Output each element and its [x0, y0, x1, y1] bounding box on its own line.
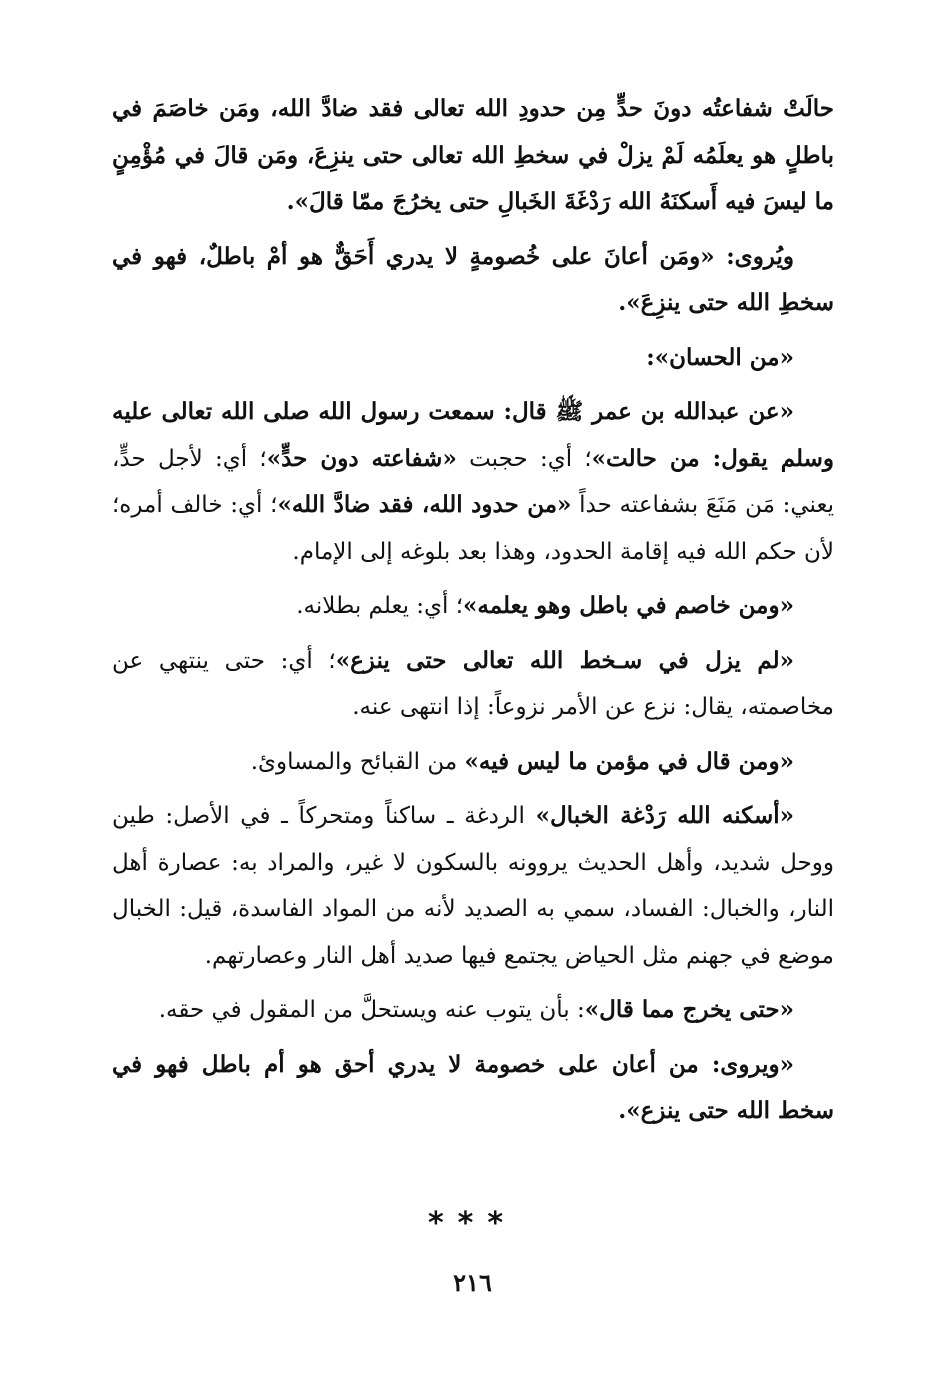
quote-text: «من حدود الله، فقد ضادَّ الله» — [277, 491, 572, 518]
paragraph-2 — [112, 234, 834, 327]
paragraph-5 — [112, 583, 834, 630]
hadith-continuation-text: حالَتْ شفاعتُه دونَ حدٍّ مِن حدودِ الله تعالى فقد ضادَّ الله، ومَن خاصَمَ في باطلٍ هو يعلَمُه لَمْ يزلْ في سخطِ الله تعالى حتى ينزِعَ، ومَن قالَ في مُؤْمِنٍ ما ليسَ فيه أَسكنَهُ الله رَدْغَةَ الخَبالِ حتى يخرُجَ ممّا قالَ». — [112, 95, 834, 215]
quote-text: «شفاعته دون حدٍّ» — [266, 444, 457, 472]
commentary-text: : بأن يتوب عنه ويستحلَّ من المقول في حقه. — [158, 997, 585, 1023]
commentary-text: من القبائح والمساوئ. — [250, 748, 465, 775]
page-body — [112, 86, 834, 1143]
section-separator: *** — [427, 1206, 518, 1241]
paragraph-1 — [112, 86, 834, 226]
section-heading: «من الحسان»: — [646, 343, 794, 371]
quote-text: «ومن قال في مؤمن ما ليس فيه» — [464, 747, 794, 775]
paragraph-4 — [112, 389, 834, 575]
quote-text: «أسكنه الله رَدْغة الخبال» — [535, 802, 794, 829]
quote-text: «لم يزل في سـخط الله تعالى حتى ينزع» — [335, 646, 795, 674]
commentary-text: ؛ أي: حتى ينتهي عن مخاصمته، يقال: نزع عن الأمر نزوعاً: إذا انتهى عنه. — [112, 647, 834, 720]
commentary-text: الردغة ـ ساكناً ومتحركاً ـ في الأصل: طين ووحل شديد، وأهل الحديث يروونه بالسكون لا غير، والمراد به: عصارة أهل النار، والخبال: الفساد، سمي به الصديد لأنه من المواد الفاسدة، قيل: الخبال موضع في جهنم مثل الحياض يجتمع فيها صديد أهل النار وعصارتهم. — [112, 803, 834, 969]
quote-text: «ومن خاصم في باطل وهو يعلمه» — [463, 592, 794, 619]
commentary-text: ؛ أي: خالف أمره؛ لأن حكم الله فيه إقامة الحدود، وهذا بعد بلوغه إلى الإمام. — [112, 492, 834, 565]
paragraph-7 — [112, 739, 834, 786]
paragraph-8 — [112, 793, 834, 979]
paragraph-10 — [112, 1042, 834, 1135]
alternate-narration-text: ويُروى: «ومَن أعانَ على خُصومةٍ لا يدري أَحَقٌّ هو أمْ باطلٌ، فهو في سخطِ الله حتى ينزِعَ». — [112, 242, 834, 316]
paragraph-3 — [112, 335, 834, 382]
commentary-text: ؛ أي: لأجل حدٍّ، يعني: مَن مَنَعَ بشفاعته حداً — [112, 445, 834, 518]
quote-text: «حتى يخرج مما قال» — [584, 996, 794, 1023]
commentary-text: ؛ أي: يعلم بطلانه. — [296, 593, 464, 619]
quote-text: «عن عبدالله بن عمر ﷺ قال: سمعت رسول الله صلى الله تعالى عليه وسلم يقول: من حالت» — [112, 398, 834, 472]
commentary-text: ؛ أي: حجبت — [456, 445, 592, 472]
page-number: ٢١٦ — [453, 1268, 492, 1297]
alternate-narration-text: «ويروى: من أعان على خصومة لا يدري أحق هو أم باطل فهو في سخط الله حتى ينزع». — [112, 1050, 834, 1124]
paragraph-6 — [112, 638, 834, 731]
paragraph-9 — [112, 987, 834, 1034]
